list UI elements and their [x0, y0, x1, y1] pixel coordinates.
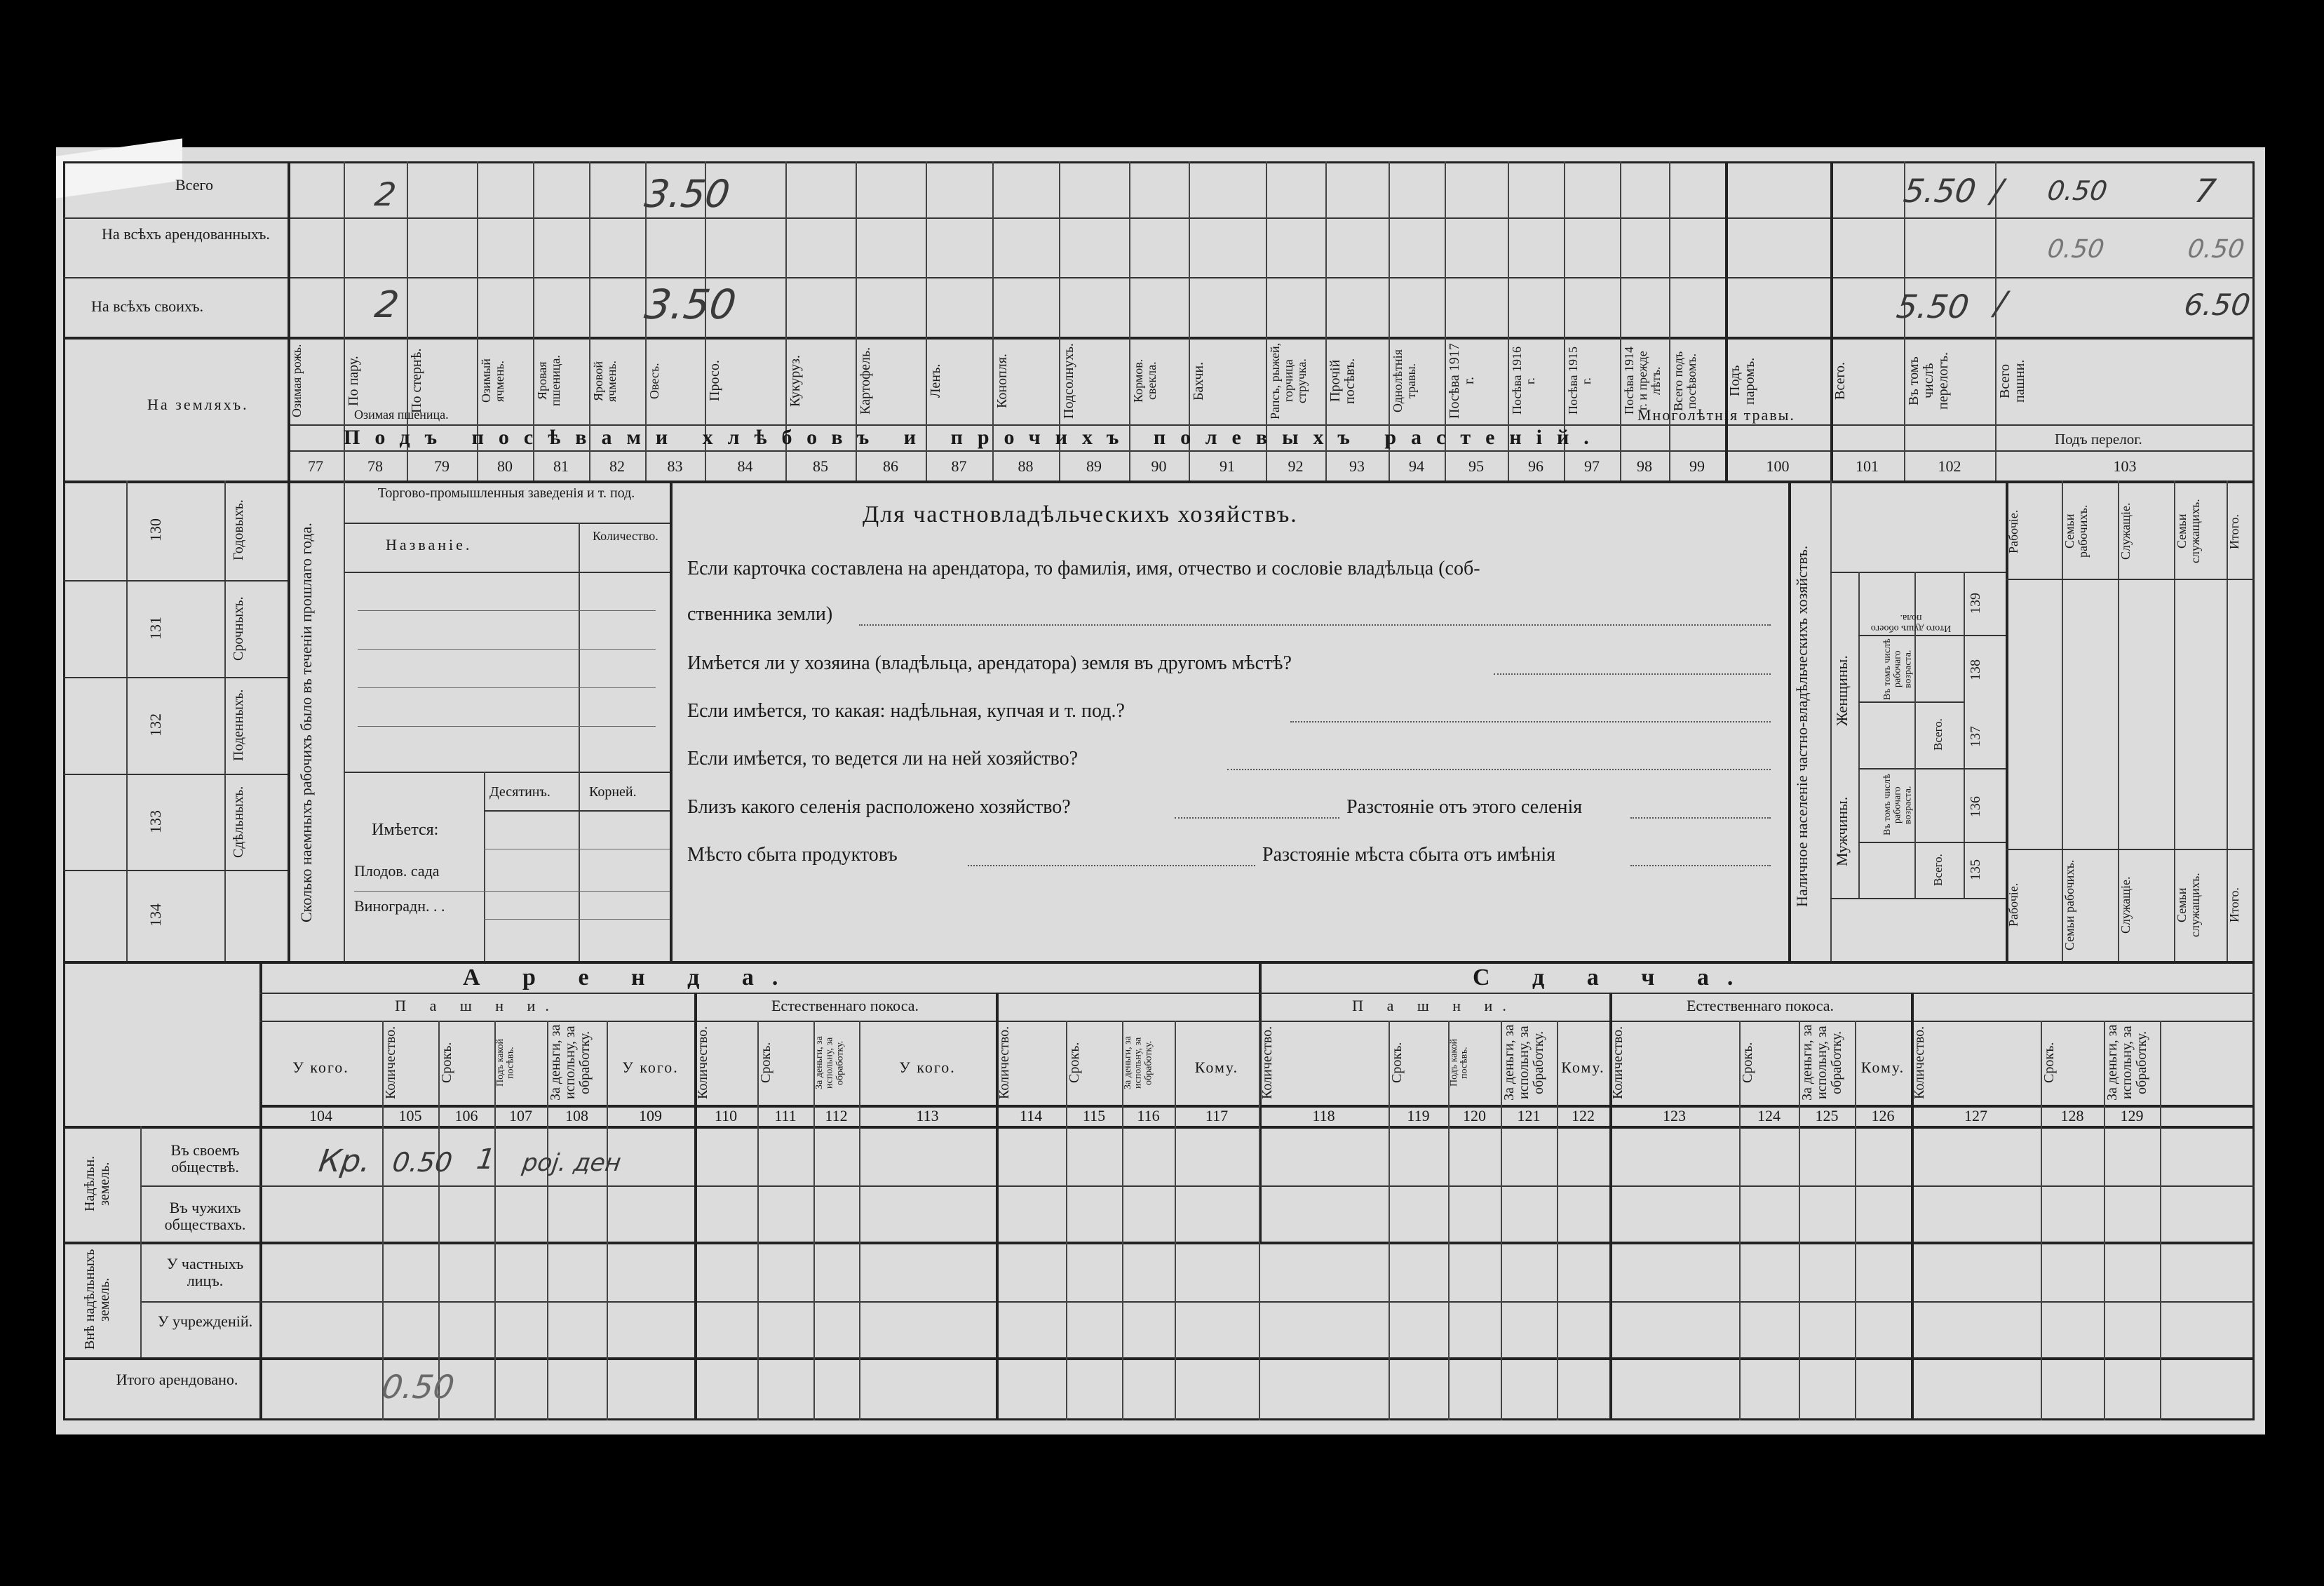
top-col-number: 92 — [1288, 457, 1304, 475]
hw-own-99: 5.50 — [1894, 288, 1972, 325]
row-label-total: Всего — [175, 176, 213, 194]
bottom-col-number: 118 — [1312, 1107, 1335, 1124]
header-sdacha: С д а ч а. — [1473, 965, 1752, 990]
bottom-col-number: 119 — [1407, 1107, 1430, 1124]
header-arenda: А р е н д а. — [463, 965, 797, 990]
population-col-number: 135 — [1968, 859, 1983, 880]
bottom-col-number: 129 — [2120, 1107, 2144, 1124]
bottom-col-number: 109 — [639, 1107, 662, 1124]
bottom-col-header-115: Срокъ. — [1067, 1042, 1082, 1084]
question-village: Близъ какого селенія расположено хозяйство? — [687, 796, 1071, 818]
bottom-col-header-111: Срокъ. — [758, 1042, 773, 1084]
bottom-col-header-108: За деньги, за испольну, за обработку. — [548, 1024, 593, 1101]
top-col-number: 84 — [737, 457, 753, 475]
hw-total-103: 7 — [2192, 172, 2219, 210]
bottom-col-header-114: Количество. — [997, 1026, 1012, 1100]
top-col-header-97: Посѣва 1915 г. — [1566, 347, 1593, 415]
top-col-number: 94 — [1409, 457, 1424, 475]
top-col-header-83: Овесъ. — [647, 363, 661, 399]
workers-col-top: Служащіе. — [2119, 502, 2133, 560]
bottom-col-header-116: За деньги, за испольну, за обработку. — [1123, 1036, 1154, 1089]
question-owner: Если карточка составлена на арендатора, то фамилія, имя, отчество и сословіе владѣльца (соб- — [687, 558, 1480, 579]
bottom-col-number: 128 — [2060, 1107, 2084, 1124]
pop-men-work: Въ томъ числѣ рабочаго возраста. — [1882, 774, 1914, 836]
top-col-header-93: Прочій посѣвъ. — [1327, 358, 1358, 404]
workers-col-bottom: Итого. — [2227, 887, 2241, 923]
pop-men-all: Всего. — [1931, 854, 1945, 886]
question-village-distance: Разстояніе отъ этого селенія — [1346, 796, 1583, 818]
hired-row-label: Сдѣльныхъ. — [231, 786, 246, 858]
pop-men: Мужчины. — [1833, 796, 1851, 866]
hw-whom: Кр. — [316, 1143, 373, 1179]
top-col-header-87: Ленъ. — [928, 363, 943, 398]
group-fallow: Подъ перелог. — [2055, 431, 2142, 448]
top-col-header-78: По пару. — [346, 356, 361, 406]
question-farming: Если имѣется, то ведется ли на ней хозяйство? — [687, 748, 1078, 770]
hired-row-label: Поденныхъ. — [231, 689, 246, 762]
top-col-number: 78 — [367, 457, 383, 475]
bottom-col-header-125: За деньги, за испольну, за обработку. — [1799, 1024, 1844, 1101]
bottom-col-number: 106 — [454, 1107, 478, 1124]
census-card-sheet — [56, 147, 2265, 1434]
top-col-header-79: По стернѣ. — [409, 348, 424, 414]
bottom-col-number: 105 — [398, 1107, 422, 1124]
top-col-number: 91 — [1220, 457, 1235, 475]
top-col-header-77: Озимая рожь. — [290, 344, 304, 418]
workers-col-bottom: Семьи рабочихъ. — [2062, 859, 2076, 950]
trade-title: Торгово-промышленныя заведенія и т. под. — [377, 485, 635, 501]
group-arable: П а ш н и. — [1352, 997, 1516, 1014]
population-col-number: 139 — [1968, 593, 1983, 614]
top-col-number: 85 — [813, 457, 828, 475]
top-col-number: 89 — [1086, 457, 1102, 475]
group-arable: П а ш н и. — [395, 997, 559, 1014]
pop-women: Женщины. — [1833, 655, 1851, 727]
top-col-header-100: Подъ паромъ. — [1727, 357, 1757, 405]
bottom-col-header-118: Количество. — [1259, 1026, 1275, 1100]
row-label-lands: На земляхъ. — [147, 396, 249, 413]
bottom-col-header-109: У кого. — [622, 1059, 679, 1076]
hired-row-label — [231, 877, 281, 954]
top-col-number: 82 — [609, 457, 625, 475]
row-label-own: На всѣхъ своихъ. — [91, 297, 203, 315]
private-title: Для частновладѣльческихъ хозяйствъ. — [863, 502, 1298, 527]
row-institutions: У учрежденій. — [157, 1312, 253, 1330]
top-col-number: 80 — [497, 457, 513, 475]
top-col-header-92: Рапсъ, рыжей, горчица стручка. — [1268, 342, 1309, 419]
question-market-distance: Разстояніе мѣста сбыта отъ имѣнія — [1262, 844, 1555, 866]
top-col-number: 100 — [1766, 457, 1790, 475]
row-total-rented: Итого арендовано. — [116, 1371, 238, 1388]
bottom-col-header-127: Количество. — [1912, 1026, 1927, 1100]
bottom-col-header-124: Срокъ. — [1740, 1042, 1755, 1084]
hired-row-number: 134 — [147, 903, 164, 927]
bottom-col-header-123: Количество. — [1610, 1026, 1626, 1100]
hw-own-100: / — [1992, 284, 2009, 322]
top-col-header-90: Кормов. свекла. — [1131, 358, 1158, 403]
top-col-header-82: Яровой ячмень. — [591, 360, 619, 402]
group-winter-wheat: Озимая пшеница. — [354, 408, 449, 422]
hw-total-78: 2 — [372, 175, 399, 213]
hw-rented-103: 0.50 — [2186, 235, 2247, 264]
workers-col-bottom: Рабочіе. — [2006, 882, 2020, 927]
hired-row-number: 132 — [147, 713, 164, 737]
bottom-col-number: 110 — [714, 1107, 738, 1124]
has-col-desyatin: Десятинъ. — [489, 784, 550, 800]
hw-own-103: 6.50 — [2182, 288, 2252, 322]
top-col-header-101: Всего. — [1832, 361, 1848, 401]
population-col-number: 136 — [1968, 796, 1983, 817]
bottom-col-header-126: Кому. — [1860, 1059, 1905, 1076]
hired-row-number: 130 — [147, 518, 164, 542]
top-col-header-80: Озимый ячмень. — [479, 358, 506, 403]
hired-row-label: Годовыхъ. — [231, 499, 246, 561]
group-perennial: Многолѣтнія травы. — [1637, 406, 1795, 424]
bottom-col-number: 114 — [1019, 1107, 1043, 1124]
top-col-number: 97 — [1584, 457, 1600, 475]
bottom-col-header-117: Кому. — [1194, 1059, 1239, 1076]
top-col-number: 77 — [308, 457, 323, 475]
top-col-number: 83 — [667, 457, 683, 475]
pop-total: Итого душъ обоего пола. — [1870, 612, 1952, 633]
hired-row-number: 133 — [147, 810, 164, 833]
hw-own-82: 3.50 — [642, 281, 739, 328]
bottom-col-header-130 — [2161, 1024, 2253, 1101]
row-label-rented: На всѣхъ арендованныхъ. — [102, 225, 270, 243]
top-col-number: 96 — [1528, 457, 1543, 475]
bottom-col-header-119: Срокъ. — [1389, 1042, 1405, 1084]
bottom-col-number: 121 — [1517, 1107, 1541, 1124]
trade-name-header: Названіе. — [386, 536, 473, 553]
has-row-orchard: Плодов. сада — [354, 862, 440, 880]
bottom-col-header-105: Количество. — [383, 1026, 398, 1100]
top-col-header-94: Однолѣтнія травы. — [1391, 349, 1418, 412]
hired-row-number: 131 — [147, 617, 164, 640]
hw-crop: рoj. ден — [520, 1149, 623, 1177]
bottom-col-number: 127 — [1964, 1107, 1987, 1124]
hw-total-82: 3.50 — [642, 172, 733, 216]
bottom-col-number: 107 — [509, 1107, 532, 1124]
bottom-col-number: 126 — [1871, 1107, 1895, 1124]
row-other-societies: Въ чужихъ обществахъ. — [164, 1199, 246, 1234]
top-col-header-88: Конопля. — [994, 354, 1010, 408]
top-col-number: 103 — [2113, 457, 2137, 475]
has-title: Имѣется: — [372, 821, 439, 839]
bottom-col-number: 112 — [825, 1107, 848, 1124]
workers-col-top: Рабочіе. — [2006, 509, 2020, 553]
hw-total-rented: 0.50 — [379, 1368, 457, 1406]
bottom-col-number: 123 — [1663, 1107, 1686, 1124]
workers-col-top: Семьи служащихъ. — [2175, 499, 2202, 564]
bottom-col-header-113: У кого. — [899, 1059, 956, 1076]
top-col-number: 79 — [434, 457, 450, 475]
top-col-header-84: Просо. — [707, 360, 722, 402]
workers-col-bottom: Семьи служащихъ. — [2175, 873, 2202, 937]
bottom-col-header-112: За деньги, за испольну, за обработку. — [814, 1036, 846, 1089]
bottom-col-number: 116 — [1137, 1107, 1160, 1124]
bottom-col-number: 111 — [774, 1107, 797, 1124]
group-hayfield: Естественнаго покоса. — [771, 997, 919, 1014]
top-col-header-91: Бахчи. — [1191, 361, 1206, 401]
hw-total-101: 0.50 — [2045, 175, 2109, 206]
top-col-header-85: Кукуруз. — [788, 355, 803, 407]
band-crops: Подъ посѣвами хлѣбовъ и прочихъ полевыхъ растеній. — [344, 426, 1604, 449]
top-col-number: 99 — [1689, 457, 1705, 475]
top-col-header-103: Всего пашни. — [1997, 359, 2027, 403]
hw-total-100: / — [1989, 172, 2006, 210]
pop-women-all: Всего. — [1931, 718, 1945, 751]
bottom-col-number: 124 — [1757, 1107, 1781, 1124]
pop-women-work: Въ томъ числѣ рабочаго возраста. — [1882, 638, 1914, 700]
bottom-col-header-104: У кого. — [292, 1059, 349, 1076]
bottom-col-header-120: Подъ какой посѣвъ. — [1449, 1039, 1470, 1087]
bottom-col-header-121: За деньги, за испольну, за обработку. — [1501, 1024, 1546, 1101]
bottom-col-header-129: За деньги, за испольну, за обработку. — [2105, 1024, 2149, 1101]
population-col-number: 137 — [1968, 726, 1983, 747]
population-title: Наличное населеніе частно-владѣльческихъ хозяйствъ. — [1793, 545, 1811, 907]
question-market: Мѣсто сбыта продуктовъ — [687, 844, 898, 866]
question-owner-cont: ственника земли) — [687, 603, 833, 625]
hired-row-label: Срочныхъ. — [231, 596, 246, 661]
top-col-number: 88 — [1018, 457, 1034, 475]
top-col-header-81: Яровая пшеница. — [535, 355, 562, 407]
bottom-col-number: 108 — [565, 1107, 588, 1124]
row-own-society: Въ своемъ обществѣ. — [170, 1141, 240, 1176]
bottom-col-number: 117 — [1205, 1107, 1229, 1124]
group-hayfield: Естественнаго покоса. — [1686, 997, 1835, 1014]
bottom-col-number: 125 — [1815, 1107, 1839, 1124]
hw-total-99: 5.50 — [1901, 172, 1979, 210]
bottom-col-header-106: Срокъ. — [439, 1042, 454, 1084]
has-row-vineyard: Виноградн. . . — [354, 897, 445, 915]
bottom-col-number: 115 — [1082, 1107, 1106, 1124]
top-col-number: 102 — [1938, 457, 1961, 475]
top-col-number: 95 — [1468, 457, 1484, 475]
top-col-header-102: Въ томъ числѣ перелогъ. — [1906, 352, 1951, 410]
question-land-type: Если имѣется, то какая: надѣльная, купчая и т. под.? — [687, 700, 1125, 722]
bottom-col-number: 120 — [1463, 1107, 1486, 1124]
bottom-col-header-122: Кому. — [1561, 1059, 1605, 1076]
group-allotment: Надѣльн. земель. — [82, 1155, 112, 1212]
bottom-col-number: 113 — [916, 1107, 939, 1124]
hired-title: Сколько наемныхъ рабочихъ было въ теченіи прошлаго года. — [297, 523, 315, 922]
has-col-roots: Корней. — [589, 784, 637, 800]
bottom-col-number: 122 — [1572, 1107, 1595, 1124]
workers-col-bottom: Служащіе. — [2119, 876, 2133, 934]
top-col-number: 86 — [883, 457, 898, 475]
workers-col-top: Итого. — [2227, 513, 2241, 549]
bottom-col-header-107: Подъ какой посѣвъ. — [495, 1039, 516, 1087]
top-col-number: 98 — [1637, 457, 1652, 475]
top-col-number: 101 — [1856, 457, 1879, 475]
hw-qty: 0.50 — [390, 1147, 454, 1178]
top-col-header-98: Посѣва 1914 г. и прежде лѣтъ. — [1622, 347, 1663, 415]
hw-term: 1 — [474, 1143, 497, 1176]
bottom-col-header-128: Срокъ. — [2041, 1042, 2057, 1084]
workers-col-top: Семьи рабочихъ. — [2062, 504, 2090, 558]
top-col-number: 87 — [951, 457, 967, 475]
trade-qty-header: Количество. — [593, 529, 658, 543]
hw-own-78: 2 — [372, 284, 402, 326]
top-col-header-96: Посѣва 1916 г. — [1510, 347, 1537, 415]
top-col-number: 93 — [1349, 457, 1365, 475]
bottom-col-header-110: Количество. — [695, 1026, 710, 1100]
row-private-persons: У частныхъ лицъ. — [166, 1255, 244, 1290]
top-col-header-89: Подсолнухъ. — [1061, 343, 1076, 419]
hw-rented-101: 0.50 — [2046, 235, 2107, 264]
population-col-number: 138 — [1968, 659, 1983, 680]
top-col-header-95: Посѣва 1917 г. — [1447, 343, 1477, 419]
top-col-header-99: Всего подъ посѣвомъ. — [1671, 351, 1698, 411]
group-non-allotment: Внѣ надѣльныхъ земель. — [82, 1249, 112, 1350]
top-col-header-86: Картофель. — [858, 347, 873, 415]
question-other-land: Имѣется ли у хозяина (владѣльца, арендатора) земля въ другомъ мѣстѣ? — [687, 652, 1292, 674]
top-col-number: 90 — [1151, 457, 1167, 475]
bottom-col-number: 104 — [309, 1107, 332, 1124]
top-col-number: 81 — [553, 457, 569, 475]
